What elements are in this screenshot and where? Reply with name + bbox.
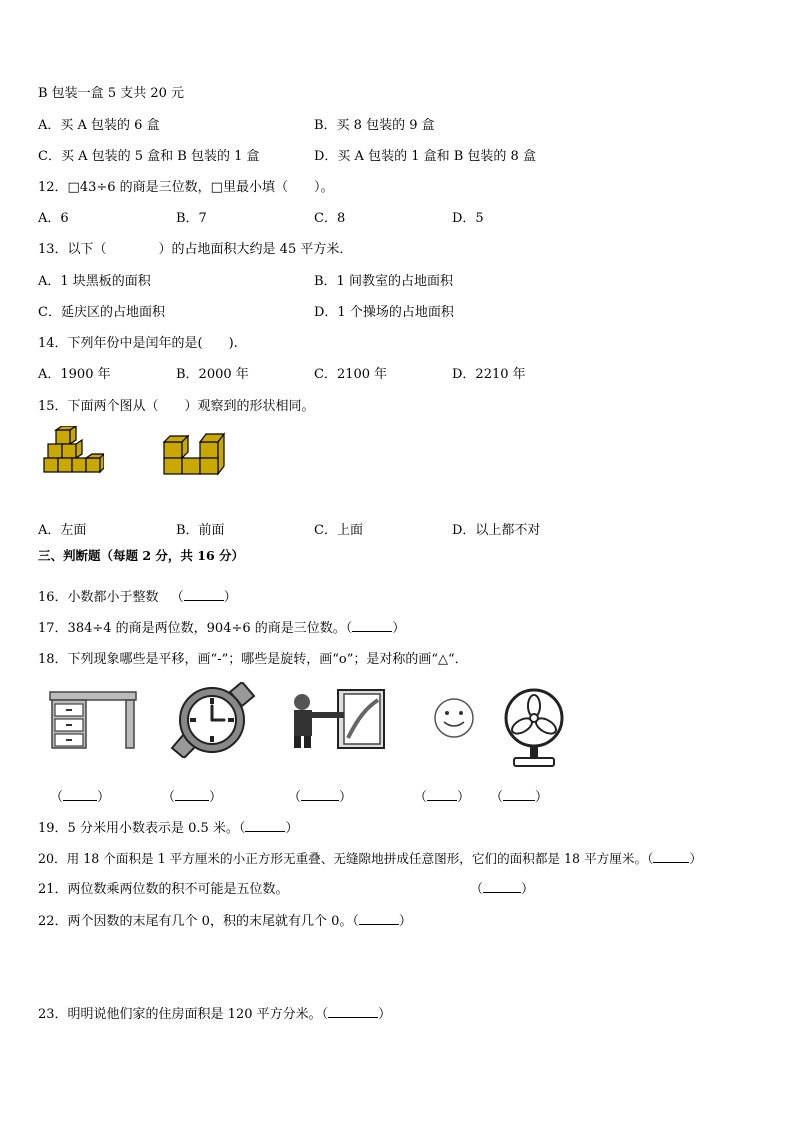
q16-question — [38, 586, 237, 605]
q18-answer-fan[interactable]: （ ） — [490, 790, 549, 805]
q14-option-c[interactable]: C．2100 年 — [314, 367, 388, 382]
q14-question: 14．下列年份中是闰年的是( ). — [38, 336, 238, 351]
cube-figure-2 — [162, 428, 226, 476]
q17-answer-blank[interactable]: （ ） — [345, 621, 406, 636]
q18-answer-watch[interactable]: （ ） — [162, 790, 223, 805]
q18-question: 18．下列现象哪些是平移，画“-”；哪些是旋转，画“o”；是对称的画“△“． — [38, 652, 468, 667]
wristwatch-image — [166, 682, 258, 758]
q22-answer-blank[interactable]: （ ） — [352, 914, 412, 929]
q17-question — [38, 617, 405, 636]
q11-option-a[interactable]: A．买 A 包装的 6 盒 — [38, 118, 160, 133]
q18-answer-window[interactable]: （ ） — [288, 790, 353, 805]
electric-fan-image — [500, 688, 568, 768]
q13-option-c[interactable]: C．延庆区的占地面积 — [38, 305, 165, 320]
q11-option-b[interactable]: B．买 8 包装的 9 盒 — [314, 118, 435, 133]
q16-answer-blank[interactable]: （ ） — [170, 590, 237, 605]
q14-option-a[interactable]: A．1900 年 — [38, 367, 111, 382]
q19-text: 19．5 分米用小数表示是 0.5 米。 — [38, 821, 239, 836]
q13-option-b[interactable]: B．1 间教室的占地面积 — [314, 274, 453, 289]
q12-option-d[interactable]: D．5 — [452, 211, 484, 226]
q13-option-d[interactable]: D．1 个操场的占地面积 — [314, 305, 454, 320]
q23-answer-blank[interactable]: （ ） — [321, 1007, 392, 1022]
q22-text: 22．两个因数的末尾有几个 0，积的末尾就有几个 0。 — [38, 914, 353, 929]
q21-question: 21．两位数乘两位数的积不可能是五位数。 — [38, 882, 289, 897]
person-window-image — [282, 688, 388, 750]
q13-option-a[interactable]: A．1 块黑板的面积 — [38, 274, 151, 289]
q13-question: 13．以下（ ）的占地面积大约是 45 平方米． — [38, 242, 353, 257]
q15-option-c[interactable]: C．上面 — [314, 523, 363, 538]
q11-option-d[interactable]: D．买 A 包装的 1 盒和 B 包装的 8 盒 — [314, 149, 536, 164]
q12-option-b[interactable]: B．7 — [176, 211, 207, 226]
q20-question — [38, 848, 702, 867]
q15-option-a[interactable]: A．左面 — [38, 523, 87, 538]
q14-option-b[interactable]: B．2000 年 — [176, 367, 249, 382]
q11-option-c[interactable]: C．买 A 包装的 5 盒和 B 包装的 1 盒 — [38, 149, 260, 164]
q22-question — [38, 910, 412, 929]
q15-question: 15．下面两个图从（ ）观察到的形状相同。 — [38, 399, 315, 414]
q19-answer-blank[interactable]: （ ） — [238, 821, 299, 836]
q23-question — [38, 1003, 391, 1022]
q12-question: 12．□43÷6 的商是三位数，□里最小填（ ）。 — [38, 180, 334, 195]
q11-tail: B 包装一盒 5 支共 20 元 — [38, 86, 185, 101]
q16-text: 16．小数都小于整数 — [38, 590, 159, 605]
q20-answer-blank[interactable]: （ ） — [647, 851, 702, 866]
desk-image — [48, 688, 140, 750]
q15-option-b[interactable]: B．前面 — [176, 523, 225, 538]
q14-option-d[interactable]: D．2210 年 — [452, 367, 526, 382]
q17-text: 17．384÷4 的商是两位数，904÷6 的商是三位数。 — [38, 621, 346, 636]
q12-option-c[interactable]: C．8 — [314, 211, 346, 226]
q18-answer-desk[interactable]: （ ） — [50, 790, 111, 805]
q23-text: 23．明明说他们家的住房面积是 120 平方分米。 — [38, 1007, 322, 1022]
q20-text: 20．用 18 个面积是 1 平方厘米的小正方形无重叠、无缝隙地拼成任意图形，它们的面积都是 18 平方厘米。 — [38, 851, 648, 866]
section-3-heading: 三、判断题（每题 2 分，共 16 分） — [38, 548, 245, 563]
q12-option-a[interactable]: A．6 — [38, 211, 69, 226]
q21-answer-blank[interactable]: （ ） — [470, 882, 535, 897]
cube-figure-1 — [42, 426, 104, 476]
q19-question — [38, 817, 298, 836]
q15-option-d[interactable]: D．以上都不对 — [452, 523, 541, 538]
smiley-face-image — [432, 696, 476, 740]
q18-answer-smiley[interactable]: （ ） — [414, 790, 471, 805]
